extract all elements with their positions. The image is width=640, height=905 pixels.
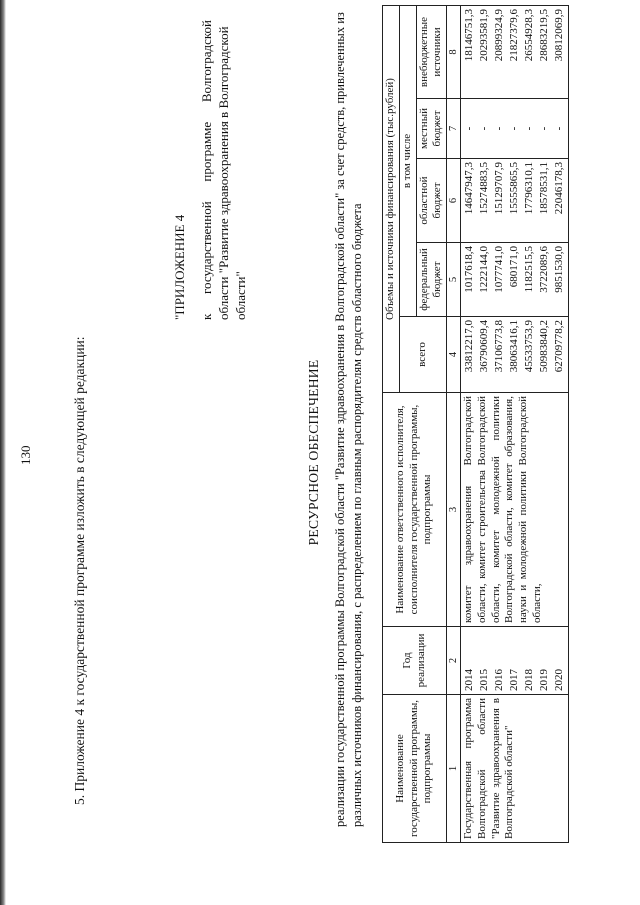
table-row (461, 5, 569, 842)
total-cell: 33812217,0 36790609,4 37106773,8 38063416,1 45533753,9 50983840,2 62709778,2 (461, 317, 569, 393)
header-local: местный бюджет (416, 99, 447, 159)
years-cell: 2014 2015 2016 2017 2018 2019 2020 (461, 627, 569, 695)
scan-edge (0, 0, 6, 905)
regional-cell: 14647947,3 15274883,5 15129707,9 15555865,5 17796310,1 18578531,1 22046178,3 (461, 159, 569, 243)
intro-text: 5. Приложение 4 к государственной программе изложить в следующей редакции: (72, 336, 87, 805)
header-volumes: Объемы и источники финансирования (тыс.рублей) (383, 5, 400, 392)
appendix-line-2: области "Развитие здравоохранения в Волгоградской (215, 26, 231, 320)
appendix-line-3: области" (232, 271, 248, 320)
appendix-note (172, 20, 250, 320)
header-federal: федеральный бюджет (416, 243, 447, 317)
header-extrabudget: внебюджетные источники (416, 5, 447, 98)
header-executor: Наименование ответственного исполнителя, соисполнителя государственной программы, подпрограммы (383, 393, 447, 627)
header-year: Год реализации (383, 627, 447, 695)
appendix-line-1: к государственной программе Волгоградской (198, 20, 214, 320)
federal-cell: 1017618,4 1222144,0 1077741,0 680171,0 1182515,5 3722089,6 9851530,0 (461, 243, 569, 317)
column-index-row: 1 2 3 4 5 6 7 8 (447, 5, 461, 842)
header-program-name: Наименование государственной программы, подпрограммы (383, 695, 447, 843)
appendix-title: "ПРИЛОЖЕНИЕ 4 (172, 214, 187, 320)
executor-cell: комитет здравоохранения Волгоградской области, комитет строительства Волгоградской области, комитет молодежной политики Волгоградской области, комитет образования, науки и молодежной политики Волгоградской области, (461, 393, 569, 627)
local-cell: - - - - - - - (461, 99, 569, 159)
resource-table (382, 5, 569, 843)
document-subheading: реализации государственной программы Волгоградской области "Развитие здравоохранения в Волгоградской области" за счет средств, привлеченных из различных источников финансирования, с распределением по главным распорядителям средств областного бюджета (333, 12, 364, 827)
page-number: 130 (18, 445, 33, 465)
document-heading: РЕСУРСНОЕ ОБЕСПЕЧЕНИЕ (306, 359, 321, 546)
header-including: в том числе (399, 5, 416, 316)
header-total: всего (399, 317, 446, 393)
program-name-cell: Государственная программа Волгоградской области "Развитие здравоохранения в Волгоградской области" (461, 695, 569, 843)
extrabudget-cell: 18146751,3 20293581,9 20899324,9 21827379,6 26554928,3 28683219,5 30812069,9 (461, 5, 569, 98)
header-regional: областной бюджет (416, 159, 447, 243)
